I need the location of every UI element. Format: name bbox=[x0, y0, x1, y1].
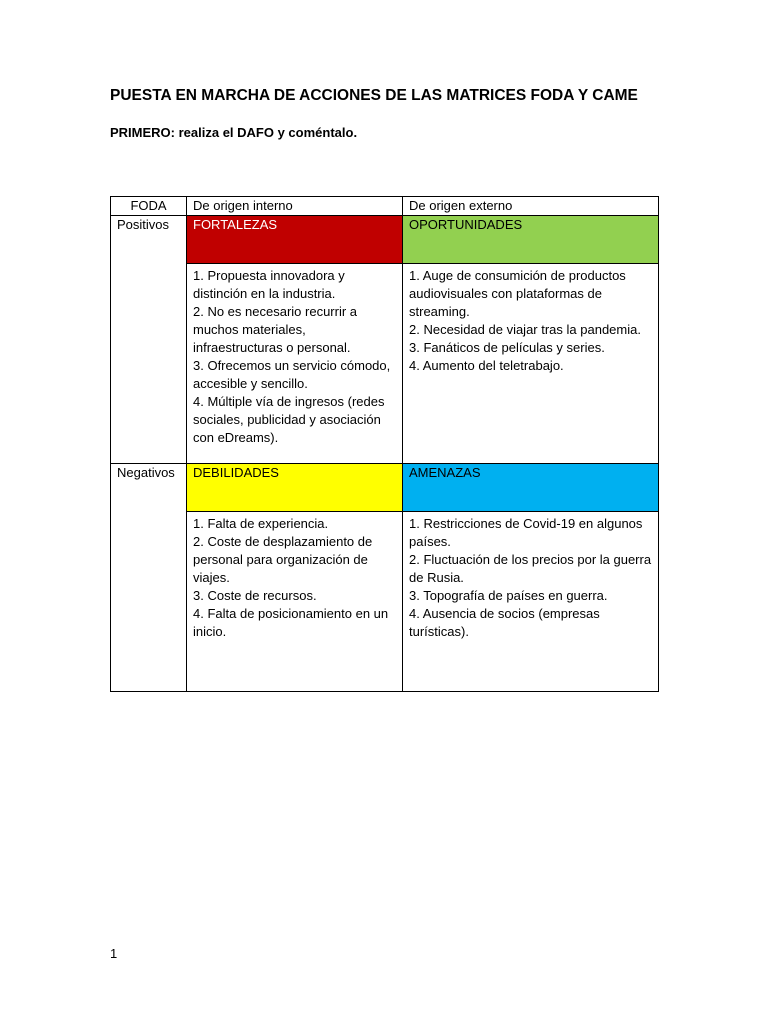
amenazas-item: 2. Fluctuación de los precios por la guerra de Rusia. bbox=[409, 552, 652, 585]
fortalezas-list bbox=[187, 264, 403, 464]
document-subtitle: PRIMERO: realiza el DAFO y coméntalo. bbox=[110, 125, 358, 140]
debilidades-list bbox=[187, 512, 403, 692]
debilidades-item: 3. Coste de recursos. bbox=[193, 588, 317, 603]
negativos-content-row bbox=[111, 512, 659, 692]
fortalezas-heading-cell: FORTALEZAS bbox=[187, 216, 403, 264]
debilidades-item: 4. Falta de posicionamiento en un inicio. bbox=[193, 606, 389, 639]
positivos-content-row bbox=[111, 264, 659, 464]
header-internal: De origen interno bbox=[187, 197, 403, 216]
foda-table bbox=[110, 196, 659, 692]
row-label-positivos: Positivos bbox=[111, 216, 187, 464]
oportunidades-heading-cell: OPORTUNIDADES bbox=[403, 216, 659, 264]
debilidades-item: 1. Falta de experiencia. bbox=[193, 516, 329, 531]
debilidades-item: 2. Coste de desplazamiento de personal para organización de viajes. bbox=[193, 534, 373, 585]
amenazas-item: 3. Topografía de países en guerra. bbox=[409, 588, 608, 603]
fortalezas-item: 1. Propuesta innovadora y distinción en la industria. bbox=[193, 268, 345, 301]
oportunidades-item: 3. Fanáticos de películas y series. bbox=[409, 340, 605, 355]
fortalezas-item: 3. Ofrecemos un servicio cómodo, accesible y sencillo. bbox=[193, 358, 391, 391]
amenazas-heading-cell: AMENAZAS bbox=[403, 464, 659, 512]
table-header-row bbox=[111, 197, 659, 216]
positivos-heading-row bbox=[111, 216, 659, 264]
page-number: 1 bbox=[110, 946, 118, 961]
document-title: PUESTA EN MARCHA DE ACCIONES DE LAS MATRICES FODA Y CAME bbox=[110, 87, 638, 104]
fortalezas-item: 4. Múltiple vía de ingresos (redes sociales, publicidad y asociación con eDreams). bbox=[193, 394, 385, 445]
oportunidades-list bbox=[403, 264, 659, 464]
amenazas-item: 4. Ausencia de socios (empresas turísticas). bbox=[409, 606, 600, 639]
oportunidades-item: 2. Necesidad de viajar tras la pandemia. bbox=[409, 322, 641, 337]
header-foda: FODA bbox=[111, 197, 187, 216]
fortalezas-item: 2. No es necesario recurrir a muchos materiales, infraestructuras o personal. bbox=[193, 304, 358, 355]
row-label-negativos: Negativos bbox=[111, 464, 187, 692]
header-external: De origen externo bbox=[403, 197, 659, 216]
amenazas-list bbox=[403, 512, 659, 692]
debilidades-heading-cell: DEBILIDADES bbox=[187, 464, 403, 512]
negativos-heading-row bbox=[111, 464, 659, 512]
oportunidades-item: 1. Auge de consumición de productos audiovisuales con plataformas de streaming. bbox=[409, 268, 626, 319]
oportunidades-item: 4. Aumento del teletrabajo. bbox=[409, 358, 564, 373]
amenazas-item: 1. Restricciones de Covid-19 en algunos países. bbox=[409, 516, 643, 549]
